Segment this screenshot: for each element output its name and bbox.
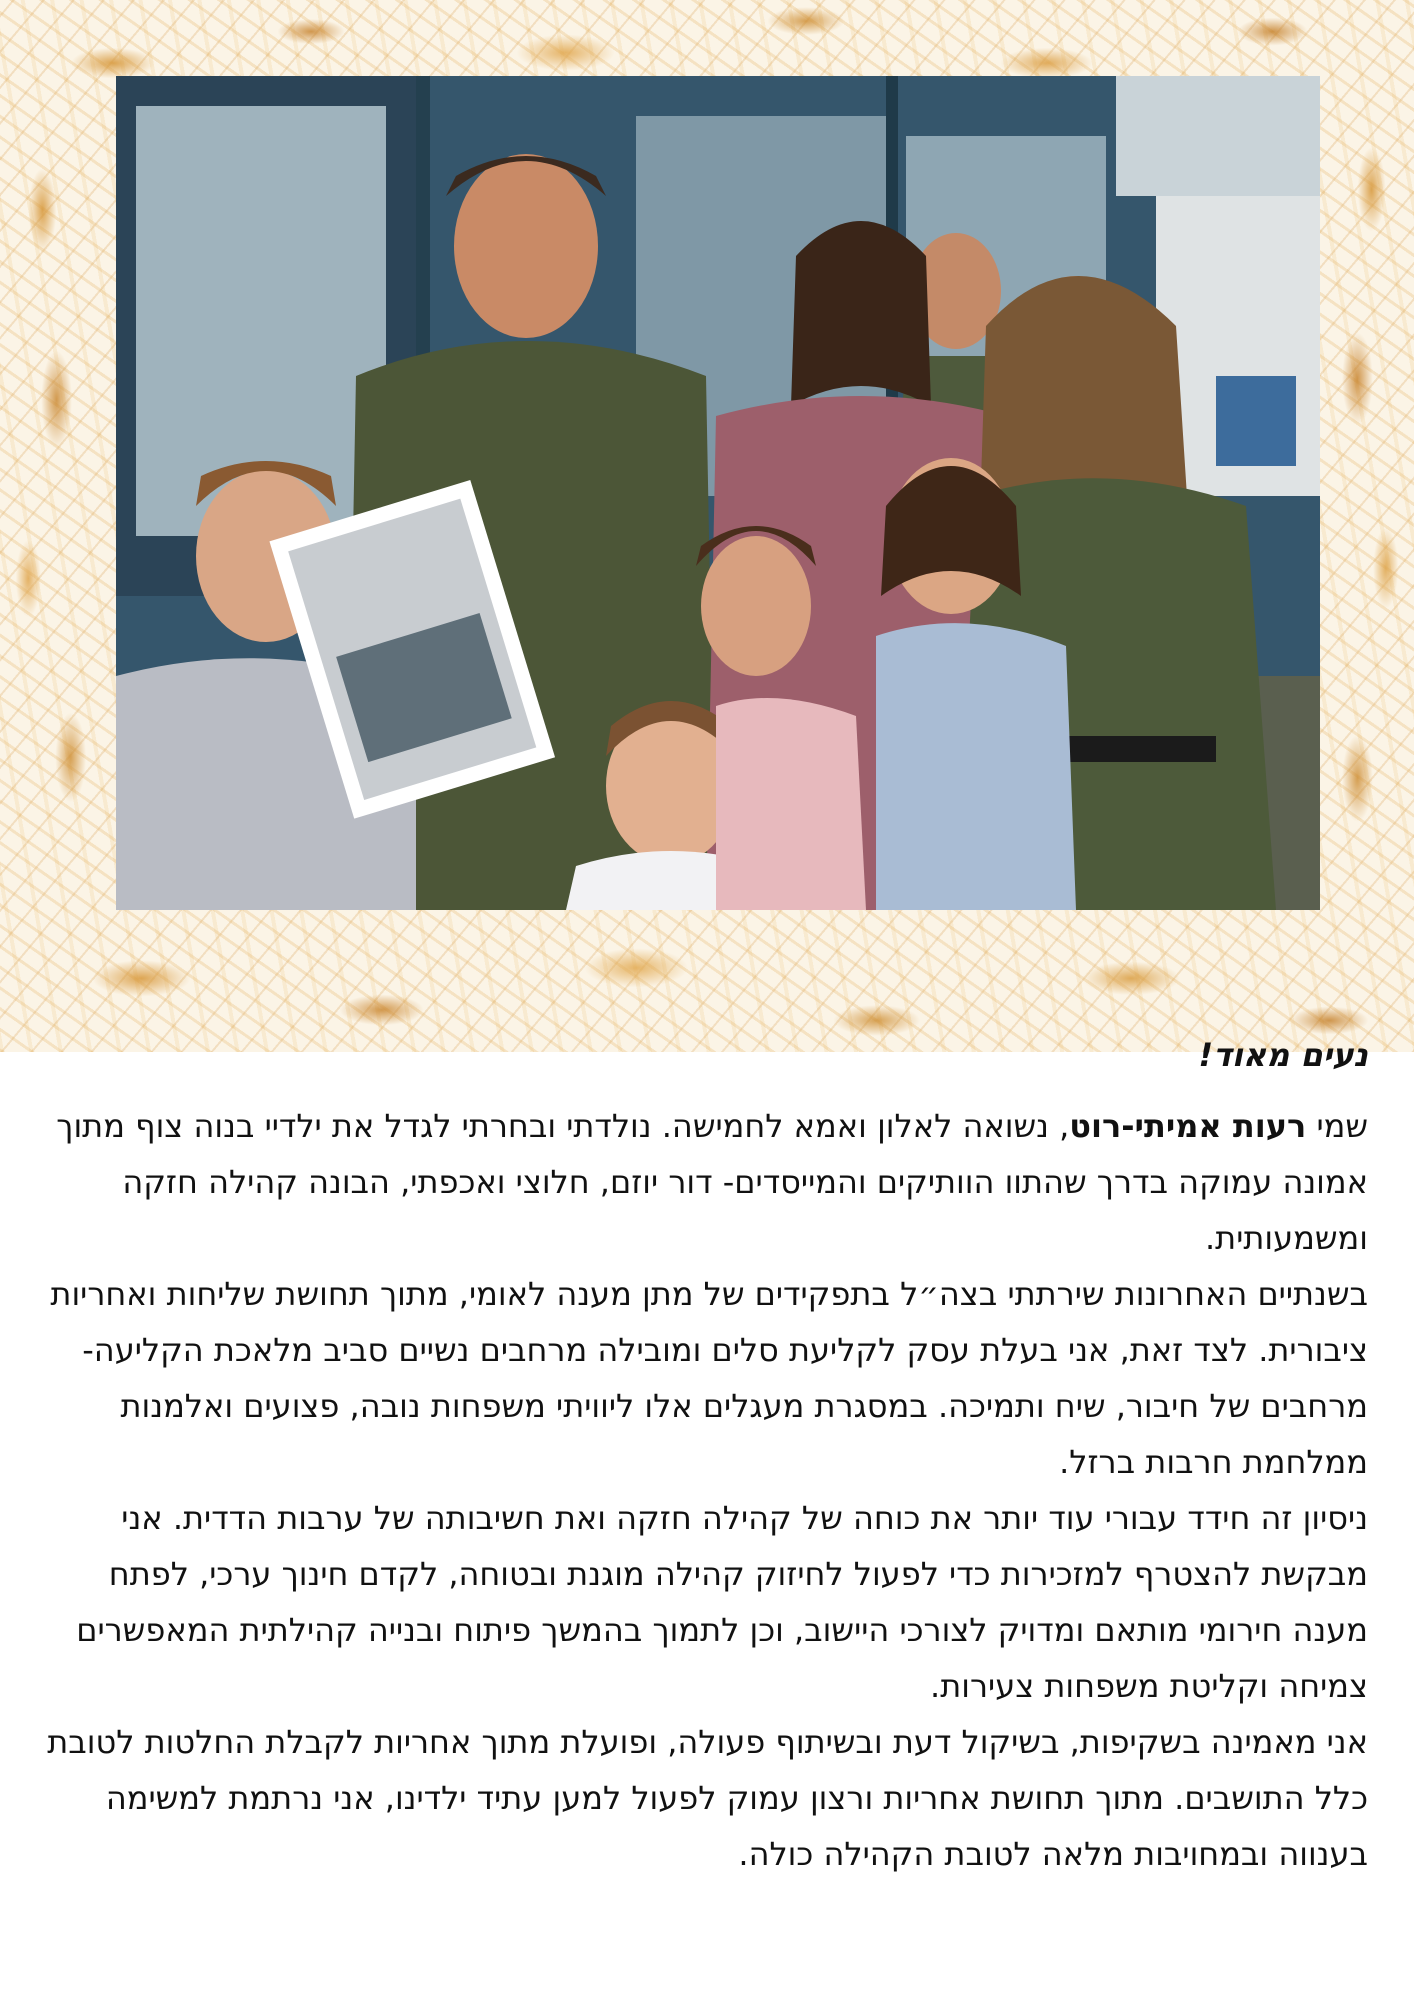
family-photo-illustration [116, 76, 1320, 910]
bio-paragraph-motivation: ניסיון זה חידד עבורי עוד יותר את כוחה של קהילה חזקה ואת חשיבותה של ערבות הדדית. אני מבקשת להצטרף למזכירות כדי לפעול לחיזוק קהילה מוגנת ובטוחה, לקדם חינוך ערכי, לפתח מענה חירומי מותאם ומדויק לצורכי היישוב, וכן לתמוך בהמשך פיתוח ובנייה קהילתית המאפשרים צמיחה וקליטת משפחות צעירות. [76, 1499, 1368, 1705]
candidate-name: רעות אמיתי-רוט [1069, 1107, 1307, 1145]
bio-paragraph-values: אני מאמינה בשקיפות, בשיקול דעת ובשיתוף פעולה, ופועלת מתוך אחריות לקבלת החלטות לטובת כלל התושבים. מתוך תחושת אחריות ורצון עמוק לפעול למען עתיד ילדינו, אני נרתמת למשימה בענווה ובמחויבות מלאה לטובת הקהילה כולה. [47, 1723, 1368, 1873]
bio-text [26, 1098, 1368, 1882]
family-photo [116, 76, 1320, 910]
bio-paragraph-service: בשנתיים האחרונות שירתתי בצה״ל בתפקידים של מתן מענה לאומי, מתוך תחושת שליחות ואחריות ציבורית. לצד זאת, אני בעלת עסק לקליעת סלים ומובילה מרחבים נשיים סביב מלאכת הקליעה- מרחבים של חיבור, שיח ותמיכה. במסגרת מעגלים אלו ליוויתי משפחות נובה, פצועים ואלמנות ממלחמת חרבות ברזל. [50, 1275, 1368, 1481]
intro-prefix: שמי [1306, 1107, 1368, 1145]
intro-rest: , נשואה לאלון ואמא לחמישה. נולדתי ובחרתי לגדל את ילדיי בנוה צוף מתוך אמונה עמוקה בדרך שהתוו הוותיקים והמייסדים- דור יוזם, חלוצי ואכפתי, הבונה קהילה חזקה ומשמעותית. [56, 1107, 1368, 1257]
bio-paragraph-intro [26, 1098, 1368, 1266]
page-heading: נעים מאוד! [1198, 1036, 1368, 1074]
